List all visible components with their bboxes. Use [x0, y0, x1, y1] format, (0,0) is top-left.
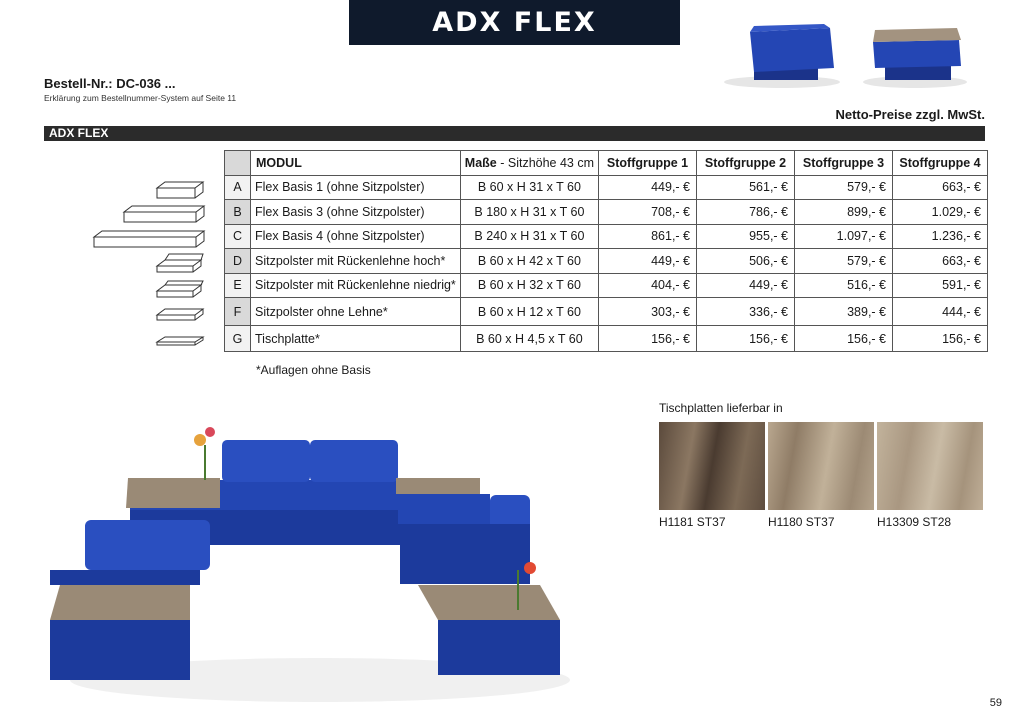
swatch-label: H13309 ST28	[877, 515, 952, 529]
column-header-stoffgruppe-3: Stoffgruppe 3	[795, 151, 893, 176]
row-modul: Flex Basis 4 (ohne Sitzpolster)	[251, 224, 461, 249]
row-letter: A	[225, 175, 251, 200]
row-price-4: 156,- €	[893, 326, 988, 352]
row-modul: Sitzpolster mit Rückenlehne hoch*	[251, 249, 461, 274]
module-d-icon	[155, 252, 207, 276]
table-row	[225, 175, 988, 200]
order-number-note: Erklärung zum Bestellnummer-System auf Seite 11	[44, 93, 237, 103]
row-price-1: 449,- €	[599, 175, 697, 200]
row-price-1: 404,- €	[599, 273, 697, 298]
row-price-4: 663,- €	[893, 175, 988, 200]
row-price-2: 955,- €	[697, 224, 795, 249]
table-row	[225, 298, 988, 326]
row-modul: Sitzpolster mit Rückenlehne niedrig*	[251, 273, 461, 298]
row-price-3: 156,- €	[795, 326, 893, 352]
swatch-h13309	[877, 422, 983, 510]
swatches-title: Tischplatten lieferbar in	[659, 401, 783, 415]
row-letter: G	[225, 326, 251, 352]
swatch-label: H1181 ST37	[659, 515, 726, 529]
row-price-4: 663,- €	[893, 249, 988, 274]
product-thumbnail-table-top	[855, 20, 975, 90]
table-row	[225, 326, 988, 352]
row-price-3: 389,- €	[795, 298, 893, 326]
row-modul: Tischplatte*	[251, 326, 461, 352]
column-header-modul: MODUL	[251, 151, 461, 176]
row-letter: D	[225, 249, 251, 274]
row-dims: B 60 x H 12 x T 60	[460, 298, 598, 326]
row-price-4: 444,- €	[893, 298, 988, 326]
row-price-2: 156,- €	[697, 326, 795, 352]
row-price-1: 156,- €	[599, 326, 697, 352]
module-b-icon	[122, 204, 208, 226]
module-e-icon	[155, 279, 207, 301]
module-a-icon	[155, 180, 207, 202]
row-modul: Flex Basis 1 (ohne Sitzpolster)	[251, 175, 461, 200]
table-row	[225, 200, 988, 225]
row-price-1: 708,- €	[599, 200, 697, 225]
table-corner	[225, 151, 251, 176]
module-c-icon	[92, 229, 208, 251]
product-thumbnail-ottoman	[702, 20, 842, 90]
row-price-1: 449,- €	[599, 249, 697, 274]
row-dims: B 60 x H 4,5 x T 60	[460, 326, 598, 352]
price-note: Netto-Preise zzgl. MwSt.	[835, 107, 985, 122]
row-price-3: 1.097,- €	[795, 224, 893, 249]
swatch-label: H1180 ST37	[768, 515, 835, 529]
column-header-dims: Maße - Sitzhöhe 43 cm	[460, 151, 598, 176]
row-letter: C	[225, 224, 251, 249]
module-g-icon	[155, 334, 207, 350]
column-header-stoffgruppe-1: Stoffgruppe 1	[599, 151, 697, 176]
order-number: Bestell-Nr.: DC-036 ...	[44, 76, 176, 91]
row-price-3: 579,- €	[795, 249, 893, 274]
row-price-2: 561,- €	[697, 175, 795, 200]
row-price-2: 506,- €	[697, 249, 795, 274]
row-price-4: 1.236,- €	[893, 224, 988, 249]
swatch-h1180	[768, 422, 874, 510]
row-price-2: 786,- €	[697, 200, 795, 225]
swatch-h1181	[659, 422, 765, 510]
row-dims: B 60 x H 42 x T 60	[460, 249, 598, 274]
row-dims: B 240 x H 31 x T 60	[460, 224, 598, 249]
footnote: *Auflagen ohne Basis	[256, 363, 371, 377]
price-table	[224, 150, 988, 352]
row-dims: B 60 x H 32 x T 60	[460, 273, 598, 298]
row-letter: F	[225, 298, 251, 326]
row-price-4: 1.029,- €	[893, 200, 988, 225]
column-header-stoffgruppe-2: Stoffgruppe 2	[697, 151, 795, 176]
section-title: ADX FLEX	[44, 126, 985, 141]
row-price-3: 899,- €	[795, 200, 893, 225]
row-dims: B 180 x H 31 x T 60	[460, 200, 598, 225]
column-header-stoffgruppe-4: Stoffgruppe 4	[893, 151, 988, 176]
row-modul: Sitzpolster ohne Lehne*	[251, 298, 461, 326]
page-title: ADX FLEX	[349, 0, 680, 45]
row-price-2: 336,- €	[697, 298, 795, 326]
row-price-2: 449,- €	[697, 273, 795, 298]
row-modul: Flex Basis 3 (ohne Sitzpolster)	[251, 200, 461, 225]
row-letter: E	[225, 273, 251, 298]
row-price-3: 516,- €	[795, 273, 893, 298]
table-row	[225, 273, 988, 298]
row-price-3: 579,- €	[795, 175, 893, 200]
row-price-4: 591,- €	[893, 273, 988, 298]
row-price-1: 303,- €	[599, 298, 697, 326]
sofa-arrangement-image	[40, 410, 580, 710]
page-number: 59	[989, 697, 1002, 709]
row-dims: B 60 x H 31 x T 60	[460, 175, 598, 200]
module-f-icon	[155, 307, 207, 325]
row-letter: B	[225, 200, 251, 225]
table-row	[225, 224, 988, 249]
table-row	[225, 249, 988, 274]
row-price-1: 861,- €	[599, 224, 697, 249]
